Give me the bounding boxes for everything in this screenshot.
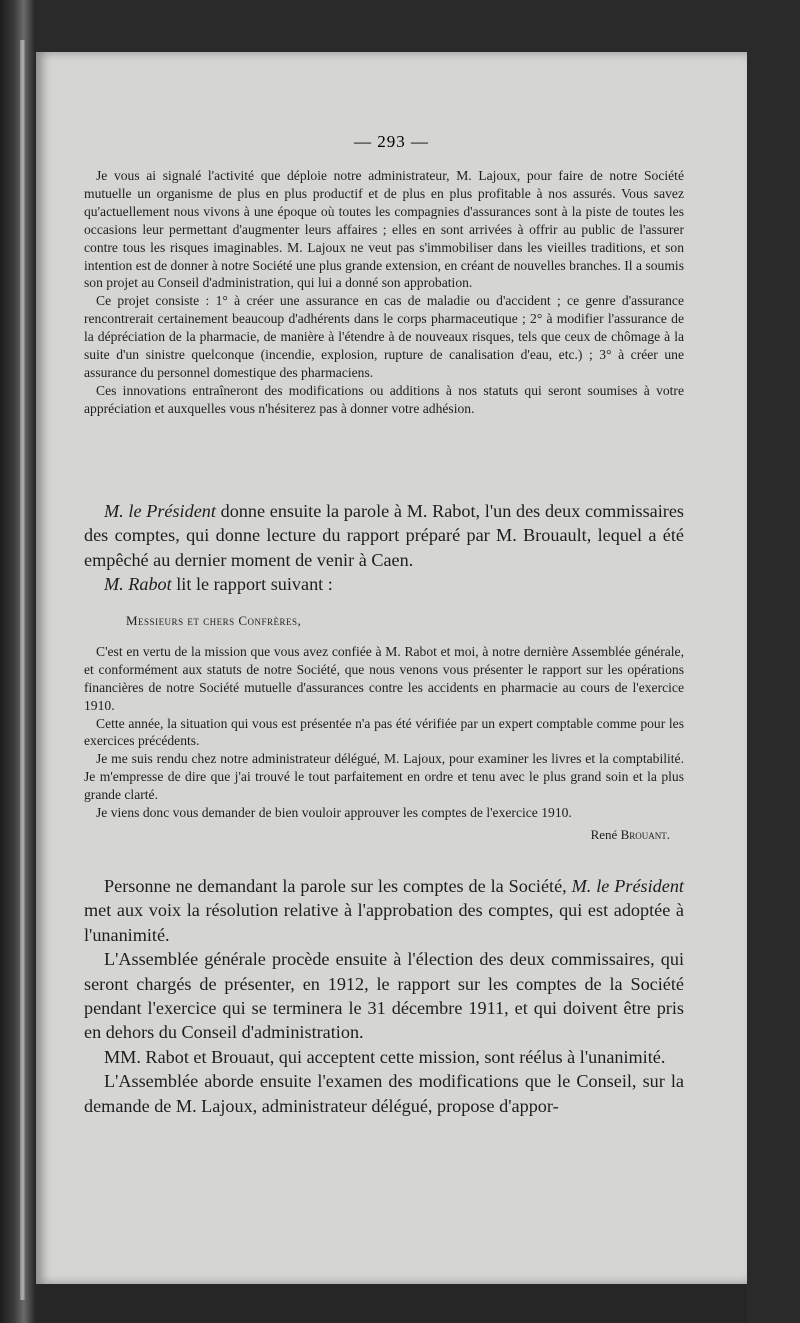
paragraph-reelection: MM. Rabot et Brouaut, qui acceptent cette mission, sont réélus à l'unanimité. <box>104 1046 666 1067</box>
paragraph-accounts-approval-start: Personne ne demandant la parole sur les comptes de la Société, <box>104 876 572 896</box>
speaker-president: M. le Président <box>104 501 216 521</box>
paragraph-accounts-approval <box>84 874 684 947</box>
signature-first-name: René <box>590 826 618 842</box>
paragraph-accounts-approval-end: met aux voix la résolution relative à l'approbation des comptes, qui est adoptée à l'unanimité. <box>84 900 684 945</box>
section-accounts-report <box>84 612 684 844</box>
paragraph-project: Ce projet consiste : 1° à créer une assurance en cas de maladie ou d'accident ; ce genre d'assurance rencontrerait certainement beaucoup d'adhérents dans le corps pharmaceutique ; 2° à modifier l'assurance de la dépréciation de la pharmacie, de manière à l'étendre à de nouveaux risques, tels que ceux de chômage à la suite d'un sinistre quelconque (incendie, explosion, rupture de canalisation d'eau, etc.) ; 3° à créer une assurance du personnel domestique des pharmaciens. <box>84 293 684 380</box>
paragraph-rabot-text: lit le rapport suivant : <box>171 574 333 595</box>
report-paragraph-approval-request: Je viens donc vous demander de bien vouloir approuver les comptes de l'exercice 1910. <box>96 805 572 821</box>
report-signature <box>84 826 684 844</box>
section-president-speech <box>84 499 684 597</box>
paragraph-president-gives-floor <box>84 499 684 572</box>
paragraph-activity: Je vous ai signalé l'activité que déploie notre administrateur, M. Lajoux, pour faire de notre Société mutuelle un organisme de plus en plus productif et de plus en plus profitable à nos assurés. Vous savez qu'actuellement nous vivons à une époque où toutes les compagnies d'assurances sont à la piste de toutes les occasions leur permettant d'augmenter leurs affaires ; elles en sont arrivées à offrir au public de l'assurer contre tous les risques imaginables. M. Lajoux ne veut pas s'immobiliser dans les vieilles traditions, et son intention est de donner à notre Société une plus grande extension, en créant de nouvelles branches. Il a soumis son projet au Conseil d'administration, qui lui a donné son approbation. <box>84 168 684 291</box>
paragraph-rabot-reads <box>84 572 684 596</box>
report-paragraph-mission: C'est en vertu de la mission que vous avez confiée à M. Rabot et moi, à notre dernière Assemblée générale, et conformément aux statuts de notre Société, que nous venons vous présenter le rapport sur les opérations financières de notre Société mutuelle d'assurances contre les accidents en pharmacie au cours de l'exercice 1910. <box>84 643 684 713</box>
report-salutation: Messieurs et chers Confrères, <box>126 613 302 628</box>
page-number: — 293 — <box>354 132 429 151</box>
binding-strip <box>20 40 26 1300</box>
section-resolutions <box>84 874 684 1118</box>
signature-last-name: Brouant. <box>620 826 670 842</box>
paragraph-modifications: L'Assemblée aborde ensuite l'examen des modifications que le Conseil, sur la demande de M. Lajoux, administrateur délégué, propose d'appor- <box>84 1071 684 1116</box>
speaker-president-2: M. le Président <box>571 876 684 896</box>
speaker-rabot: M. Rabot <box>104 574 172 595</box>
book-binding-edge <box>0 0 34 1323</box>
paragraph-commissioner-election: L'Assemblée générale procède ensuite à l'élection des deux commissaires, qui seront chargés de présenter, en 1912, le rapport sur les comptes de la Société pendant l'exercice qui se terminera le 31 décembre 1911, et qui doivent être pris en dehors du Conseil d'administration. <box>84 949 684 1043</box>
scan-bottom-edge <box>36 1284 747 1323</box>
report-paragraph-examination: Je me suis rendu chez notre administrateur délégué, M. Lajoux, pour examiner les livres et la comptabilité. Je m'empresse de dire que j'ai trouvé le tout parfaitement en ordre et tenu avec le plus grand soin et la plus grande clarté. <box>84 751 684 803</box>
report-paragraph-situation: Cette année, la situation qui vous est présentée n'a pas été vérifiée par un expert comptable comme pour les exercices précédents. <box>84 715 684 749</box>
paragraph-president-text: donne ensuite la parole à M. Rabot, l'un des deux commissaires des comptes, qui donne lecture du rapport préparé par M. Brouault, lequel a été empêché au dernier moment de venir à Caen. <box>84 501 684 570</box>
section-activity-report <box>84 167 684 418</box>
book-page <box>36 52 747 1284</box>
paragraph-innovations: Ces innovations entraîneront des modifications ou additions à nos statuts qui seront soumises à votre appréciation et auxquelles vous n'hésiterez pas à donner votre adhésion. <box>84 382 684 416</box>
